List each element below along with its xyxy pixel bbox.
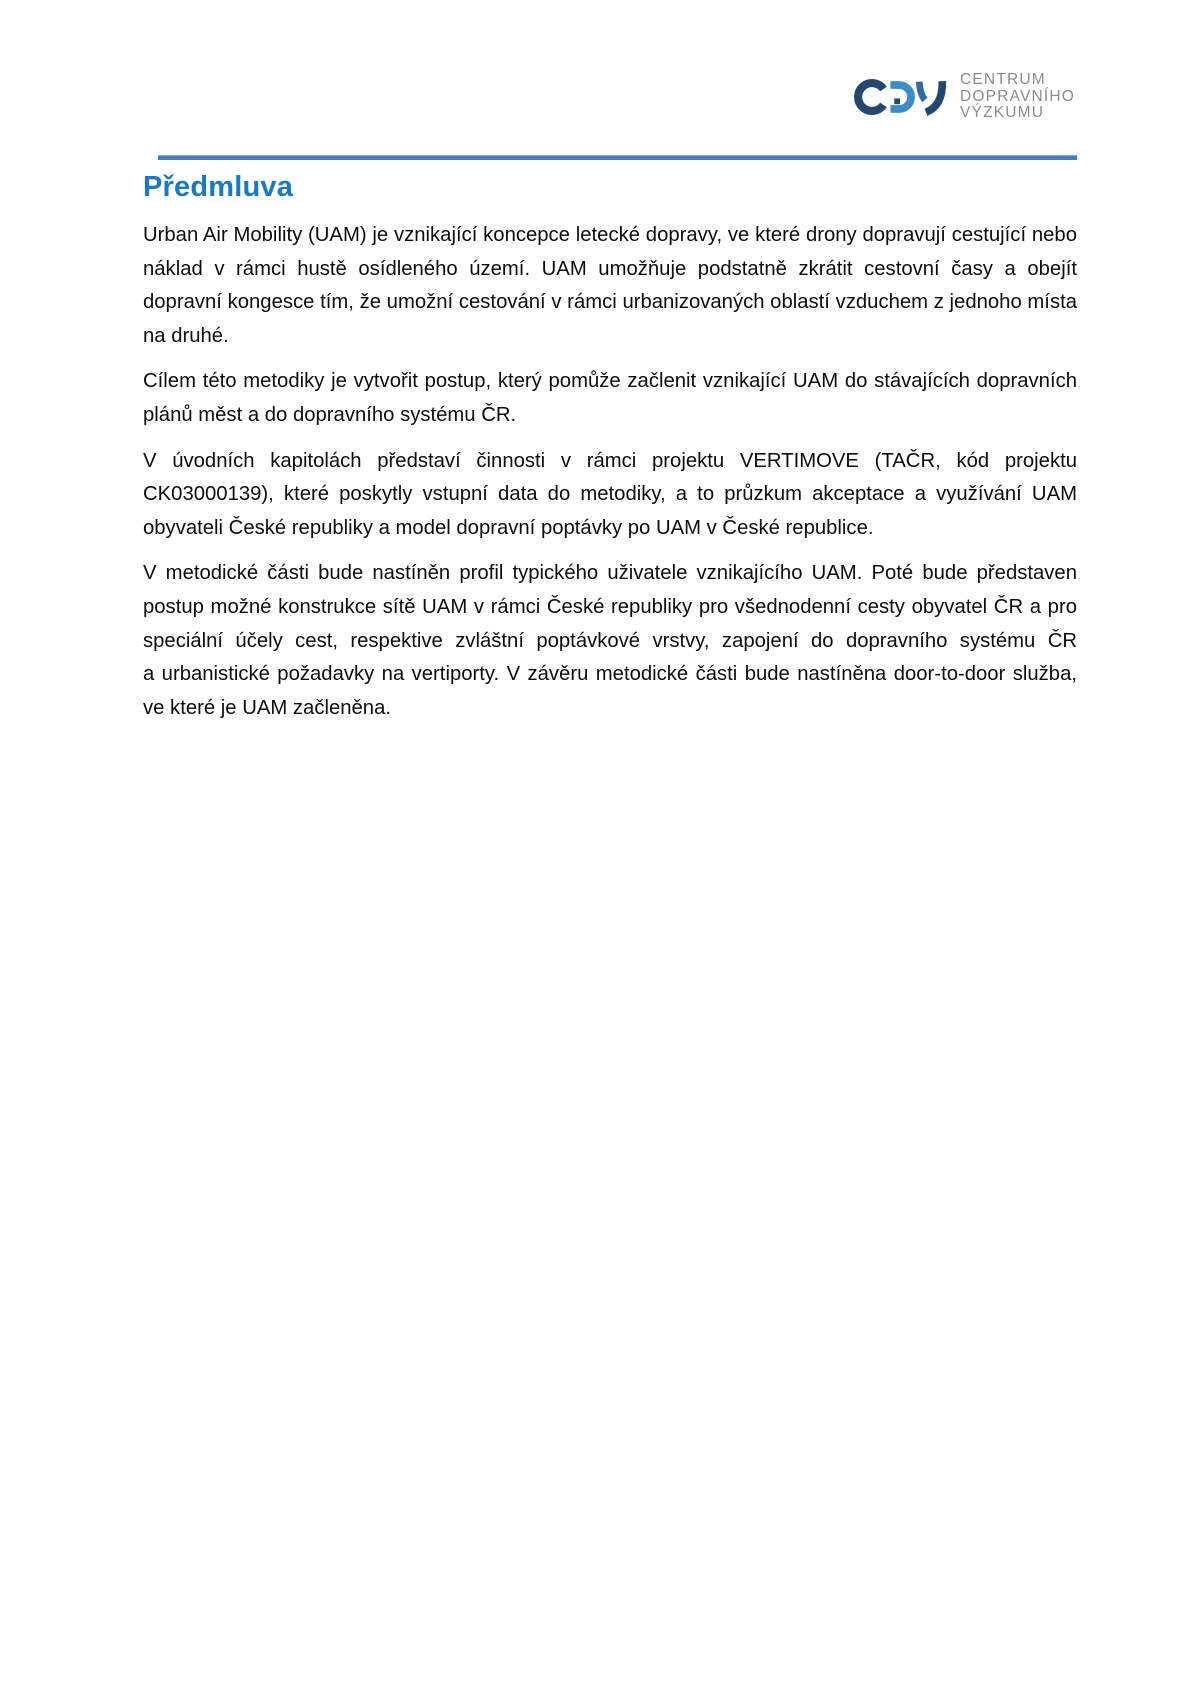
cdv-logo-icon: [853, 72, 949, 122]
body-paragraph: Cílem této metodiky je vytvořit postup, který pomůže začlenit vznikající UAM do stávajících dopravních plánů měst a do dopravního systému ČR.: [143, 370, 1077, 426]
body-paragraph: V metodické části bude nastíněn profil typického uživatele vznikajícího UAM. Poté bude představen postup možné konstrukce sítě UAM v rámci České republiky pro všednodenní cesty obyvatel ČR a pro speciální účely cest, respektive zvláštní poptávkové vrstvy, zapojení do dopravního systému ČR a urbanistické požadavky na vertiporty. V závěru metodické části bude nastíněna door-to-door služba, ve které je UAM začleněna.: [143, 562, 1077, 719]
body-paragraph: Urban Air Mobility (UAM) je vznikající koncepce letecké dopravy, ve které drony dopravují cestující nebo náklad v rámci hustě osídleného území. UAM umožňuje podstatně zkrátit cestovní časy a obejít dopravní kongesce tím, že umožní cestování v rámci urbanizovaných oblastí vzduchem z jednoho místa na druhé.: [143, 224, 1077, 347]
header-rule: [158, 155, 1077, 160]
logo-wordmark-line: DOPRAVNÍHO: [960, 87, 1076, 105]
body-paragraph: V úvodních kapitolách představí činnosti v rámci projektu VERTIMOVE (TAČR, kód projektu CK03000139), které poskytly vstupní data do metodiky, a to průzkum akceptace a využívání UAM obyvateli České republiky a model dopravní poptávky po UAM v České republice.: [143, 449, 1077, 539]
page-title: Předmluva: [143, 171, 294, 203]
logo-wordmark-line: CENTRUM: [960, 71, 1046, 89]
document-content: [143, 171, 1077, 737]
logo-wordmark: [960, 72, 1075, 122]
cdv-logo: [853, 72, 1075, 122]
logo-wordmark-line: VÝZKUMU: [960, 104, 1045, 122]
